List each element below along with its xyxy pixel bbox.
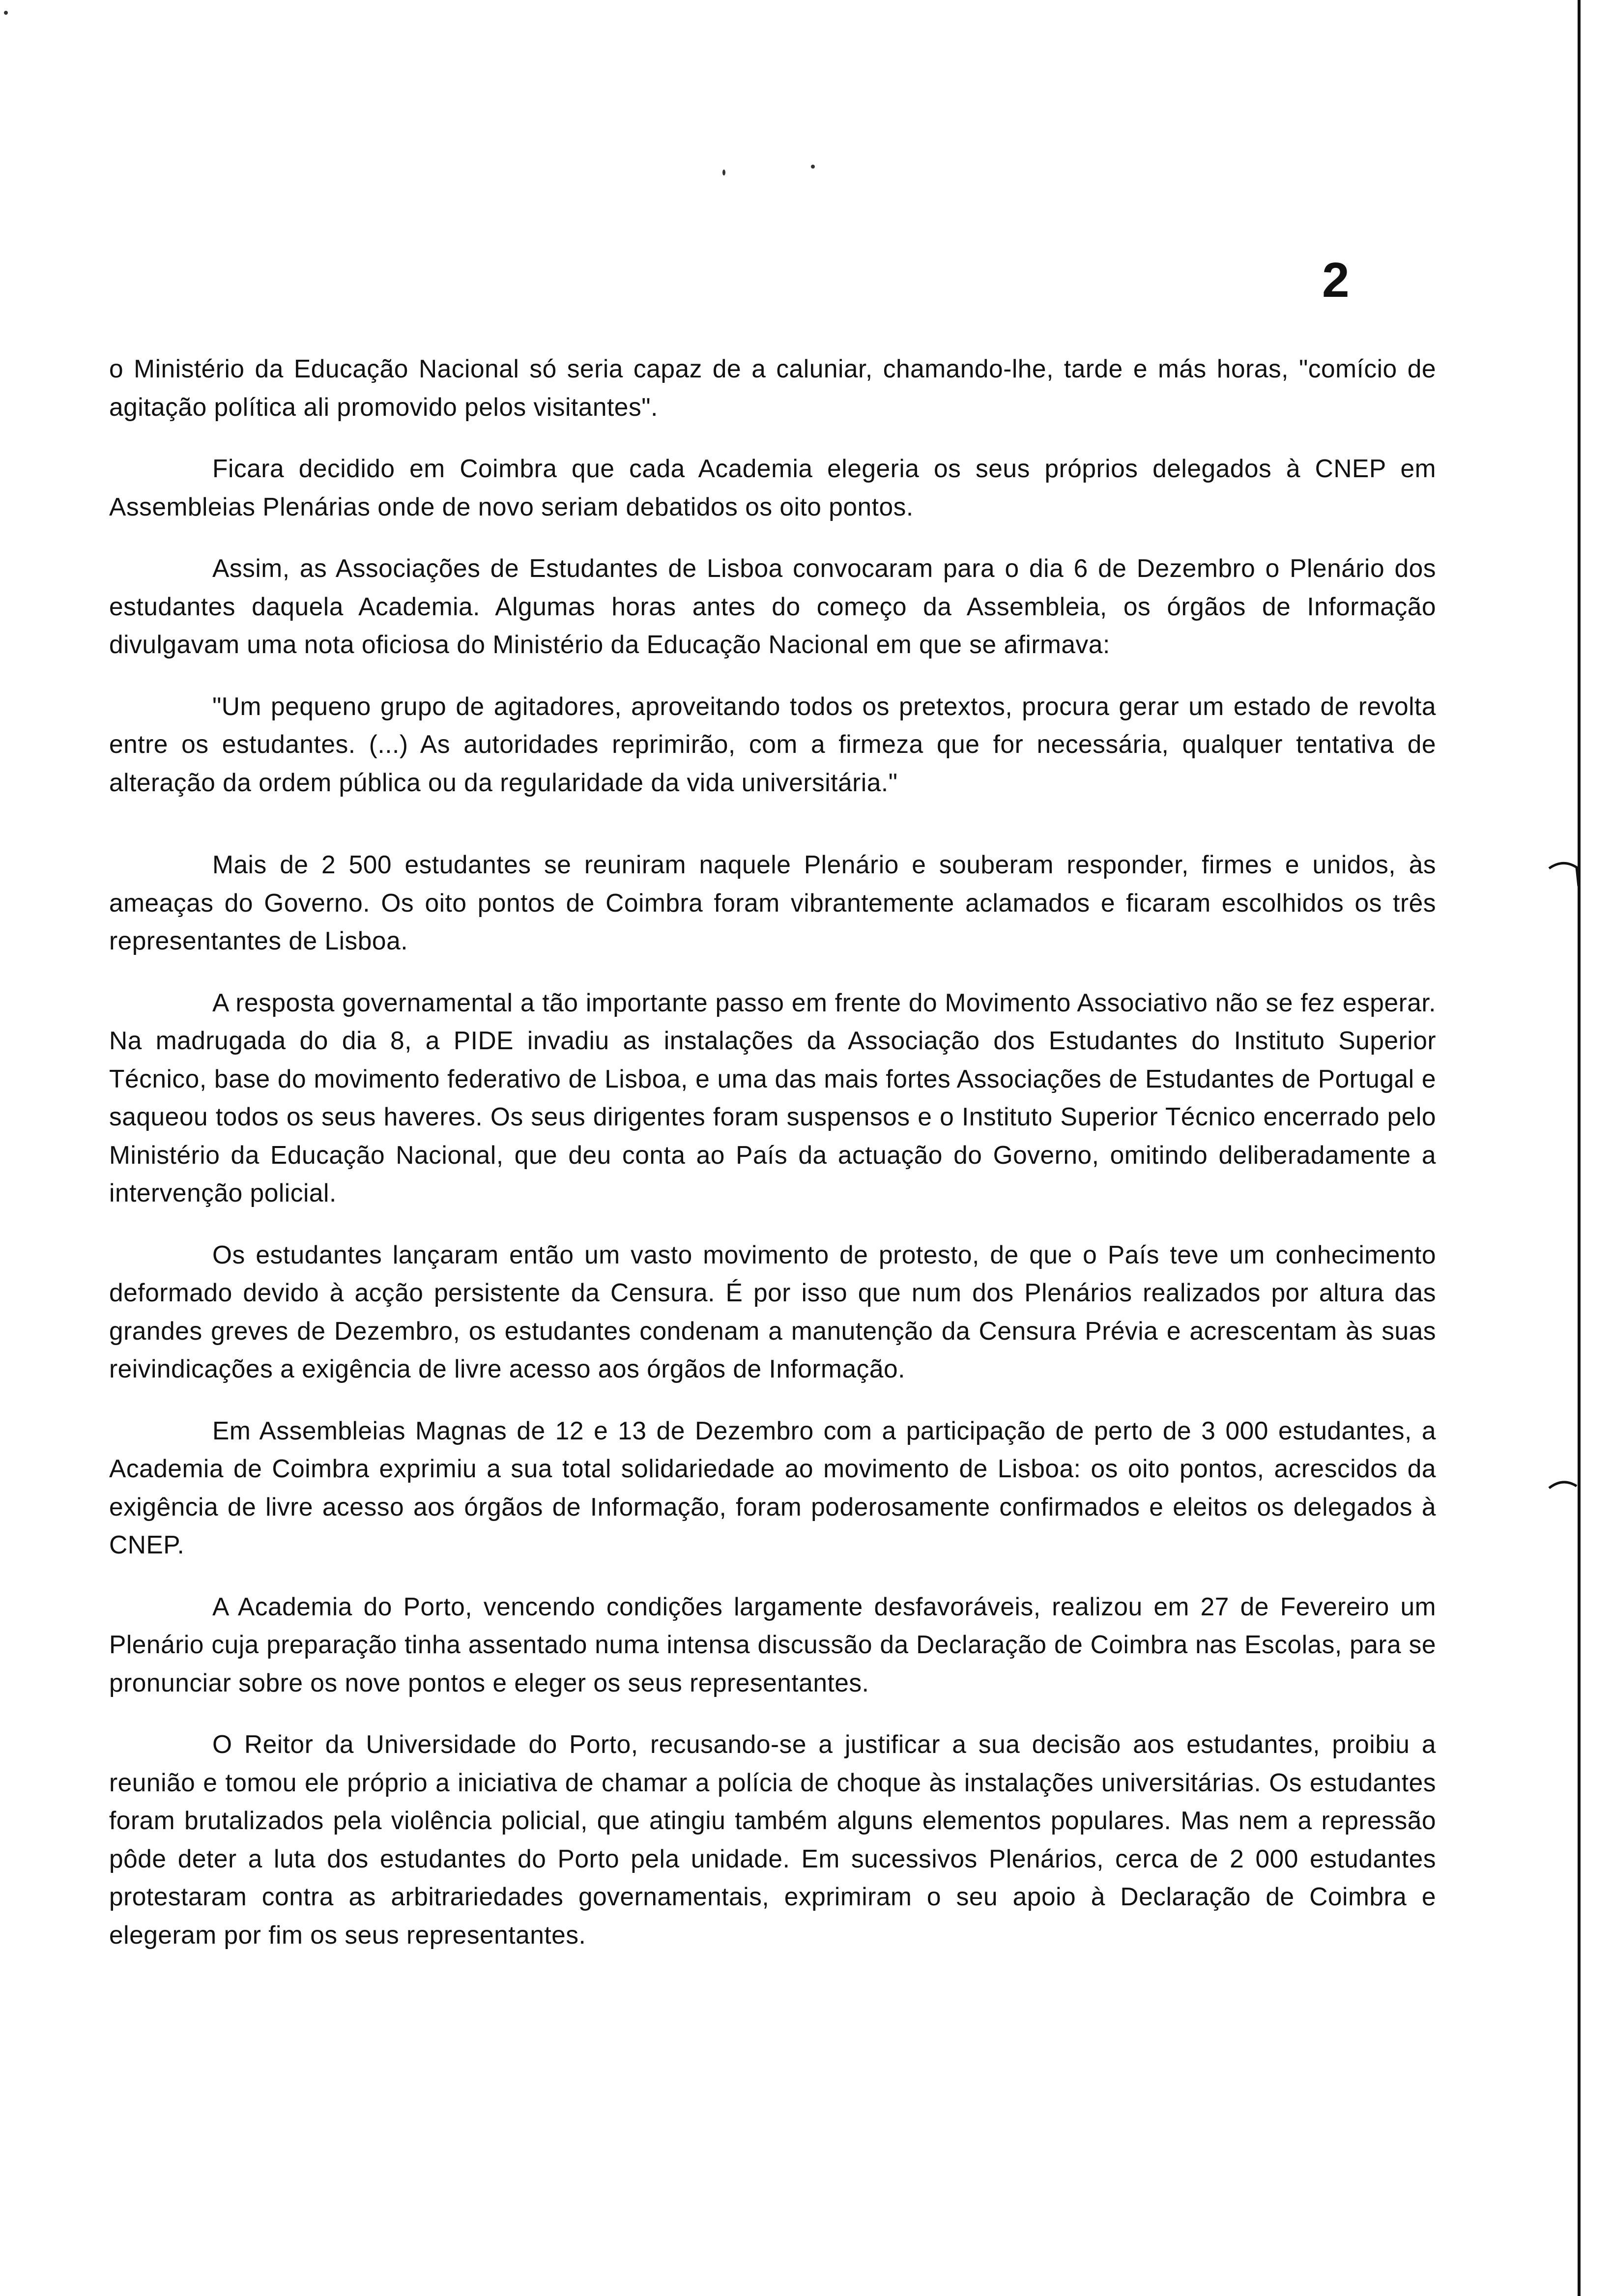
paragraph: A resposta governamental a tão importante passo em frente do Movimento Associativo não se fez esperar. Na madrugada do dia 8, a PIDE invadiu as instalações da Associação dos Estudantes do Instituto Superior Técnico, base do movimento federativo de Lisboa, e uma das mais fortes Associações de Estudantes de Portugal e saqueou todos os seus haveres. Os seus dirigentes foram suspensos e o Instituto Superior Técnico encerrado pelo Ministério da Educação Nacional, que deu conta ao País da actuação do Governo, omitindo deliberadamente a intervenção policial. (109, 988, 1436, 1207)
paragraph: O Reitor da Universidade do Porto, recusando-se a justificar a sua decisão aos estudantes, proibiu a reunião e tomou ele próprio a iniciativa de chamar a polícia de choque às instalações universitárias. Os estudantes foram brutalizados pela violência policial, que atingiu também alguns elementos populares. Mas nem a repressão pôde deter a luta dos estudantes do Porto pela unidade. Em sucessivos Plenários, cerca de 2 000 estudantes protestaram contra as arbitrariedades governamentais, exprimiram o seu apoio à Declaração de Coimbra e elegeram por fim os seus representantes. (109, 1730, 1436, 1949)
scan-speck (811, 165, 815, 169)
scan-speck (4, 11, 8, 15)
paragraph: Ficara decidido em Coimbra que cada Academia elegeria os seus próprios delegados à CNEP em Assembleias Plenárias onde de novo seriam debatidos os oito pontos. (109, 454, 1436, 521)
paragraph: Mais de 2 500 estudantes se reuniram naquele Plenário e souberam responder, firmes e unidos, às ameaças do Governo. Os oito pontos de Coimbra foram vibrantemente aclamados e ficaram escolhidos os três representantes de Lisboa. (109, 850, 1436, 955)
edge-mark (1548, 1475, 1583, 1495)
paragraph: Assim, as Associações de Estudantes de Lisboa convocaram para o dia 6 de Dezembro o Plenário dos estudantes daquela Academia. Algumas horas antes do começo da Assembleia, os órgãos de Informação divulgavam uma nota oficiosa do Ministério da Educação Nacional em que se afirmava: (109, 554, 1436, 659)
scan-speck (722, 170, 725, 175)
body-text (109, 350, 1436, 1978)
paragraph: A Academia do Porto, vencendo condições largamente desfavoráveis, realizou em 27 de Fevereiro um Plenário cuja preparação tinha assentado numa intensa discussão da Declaração de Coimbra nas Escolas, para se pronunciar sobre os nove pontos e eleger os seus representantes. (109, 1592, 1436, 1697)
paragraph: Em Assembleias Magnas de 12 e 13 de Dezembro com a participação de perto de 3 000 estudantes, a Academia de Coimbra exprimiu a sua total solidariedade ao movimento de Lisboa: os oito pontos, acrescidos da exigência de livre acesso aos órgãos de Informação, foram poderosamente confirmados e eleitos os delegados à CNEP. (109, 1416, 1436, 1559)
quotation: "Um pequeno grupo de agitadores, aproveitando todos os pretextos, procura gerar um estado de revolta entre os estudantes. (...) As autoridades reprimirão, com a firmeza que for necessária, qualquer tentativa de alteração da ordem pública ou da regularidade da vida universitária." (109, 691, 1436, 797)
page-number: 2 (1322, 253, 1350, 308)
paragraph: o Ministério da Educação Nacional só seria capaz de a caluniar, chamando-lhe, tarde e más horas, "comício de agitação política ali promovido pelos visitantes". (109, 354, 1436, 421)
edge-mark (1548, 858, 1583, 877)
page-edge-rule (1578, 0, 1581, 2296)
paragraph: Os estudantes lançaram então um vasto movimento de protesto, de que o País teve um conhecimento deformado devido à acção persistente da Censura. É por isso que num dos Plenários realizados por altura das grandes greves de Dezembro, os estudantes condenam a manutenção da Censura Prévia e acrescentam às suas reivindicações a exigência de livre acesso aos órgãos de Informação. (109, 1240, 1436, 1383)
